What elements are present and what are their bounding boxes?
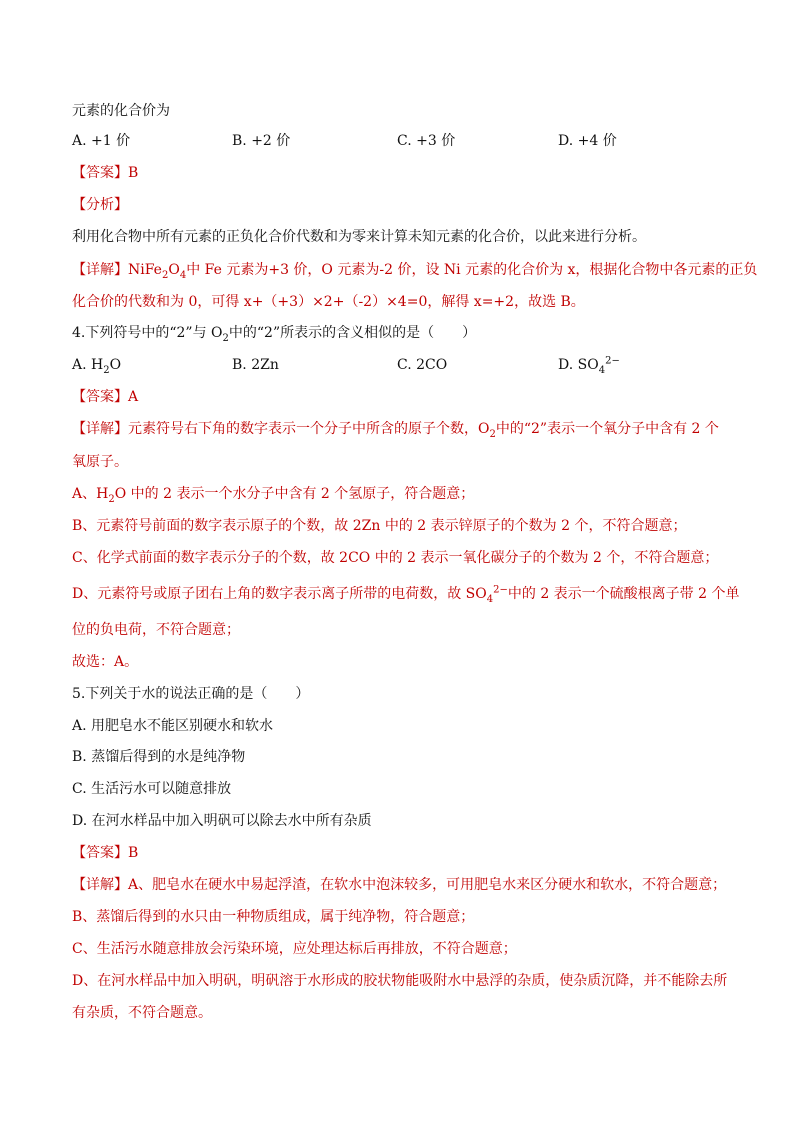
q4-detail-d-line-1: D、元素符号或原子团右上角的数字表示离子所带的电荷数，故 $SO_4^{2-}$中的 2 表示一个硫酸根离子带 2 个单 — [72, 584, 740, 605]
q3-detail-label: 【详解】 — [72, 262, 128, 278]
q3-options — [72, 131, 732, 151]
q3-analysis-label: 【分析】 — [72, 197, 128, 213]
q3-answer — [72, 163, 732, 183]
q4-answer — [72, 387, 732, 407]
q5-detail-c: C、生活污水随意排放会污染环境，应处理达标后再排放，不符合题意； — [72, 941, 517, 957]
q3-analysis-text: 利用化合物中所有元素的正负化合价代数和为零来计算未知元素的化合价，以此来进行分析。 — [72, 229, 646, 245]
q3-option-b: B. +2 价 — [232, 133, 291, 149]
q5-option-d: D. 在河水样品中加入明矾可以除去水中所有杂质 — [72, 813, 372, 829]
q4-answer-label: 【答案】 — [72, 389, 128, 405]
q3-option-d: D. +4 价 — [558, 133, 617, 149]
q3-stem-tail: 元素的化合价为 — [72, 103, 170, 119]
q4-detail-a: A、$H_2O$ 中的 2 表示一个水分子中含有 2 个氢原子，符合题意； — [72, 486, 475, 505]
q4-detail-line-1: 【详解】元素符号右下角的数字表示一个分子中所含的原子个数，$O_2$中的“2”表示一个氧分子中含有 2 个 — [72, 421, 719, 440]
q4-answer-value: A — [128, 389, 139, 405]
q3-option-a: A. +1 价 — [72, 133, 131, 149]
q4-detail-d-line-2: 位的负电荷，不符合题意； — [72, 622, 240, 638]
q4-option-d: D. $SO_4^{2-}$ — [558, 355, 620, 376]
q5-option-a: A. 用肥皂水不能区别硬水和软水 — [72, 718, 274, 734]
q4-option-b: B. 2Zn — [232, 357, 279, 373]
q5-answer-value: B — [128, 845, 139, 861]
q5-detail-a: 【详解】A、肥皂水在硬水中易起浮渣，在软水中泡沫较多，可用肥皂水来区分硬水和软水，不符合题意； — [72, 877, 727, 893]
q4-options — [72, 355, 732, 375]
q5-answer — [72, 843, 732, 863]
q4-detail-label: 【详解】 — [72, 421, 128, 437]
q4-detail-line-2: 氧原子。 — [72, 454, 128, 470]
q4-detail-c: C、化学式前面的数字表示分子的个数，故 2CO 中的 2 表示一氧化碳分子的个数为 2 个，不符合题意； — [72, 550, 719, 566]
q3-detail-line-1: 【详解】$NiFe_2O_4$中 Fe 元素为+3 价，O 元素为-2 价，设 Ni 元素的化合价为 x，根据化合物中各元素的正负 — [72, 262, 758, 281]
q5-detail-d-line-2: 有杂质，不符合题意。 — [72, 1005, 212, 1021]
q4-detail-b: B、元素符号前面的数字表示原子的个数，故 2Zn 中的 2 表示锌原子的个数为 2 个，不符合题意； — [72, 518, 687, 534]
q5-option-b: B. 蒸馏后得到的水是纯净物 — [72, 749, 246, 765]
q4-option-a: A. $H_2O$ — [72, 357, 122, 376]
q4-option-c: C. 2CO — [397, 357, 448, 373]
q3-answer-value: B — [128, 165, 139, 181]
q5-stem: 5.下列关于水的说法正确的是（ ） — [72, 686, 310, 702]
q5-detail-d-line-1: D、在河水样品中加入明矾，明矾溶于水形成的胶状物能吸附水中悬浮的杂质，使杂质沉降，并不能除去所 — [72, 973, 728, 989]
q4-stem: 4.下列符号中的“2”与 $O_2$中的“2”所表示的含义相似的是（ ） — [72, 325, 477, 344]
q3-option-c: C. +3 价 — [397, 133, 456, 149]
q3-detail-line-2: 化合价的代数和为 0，可得 x+（+3）×2+（-2）×4=0，解得 x=+2，故选 B。 — [72, 294, 585, 310]
q5-detail-label: 【详解】 — [72, 877, 128, 893]
q5-detail-b: B、蒸馏后得到的水只由一种物质组成，属于纯净物，符合题意； — [72, 909, 475, 925]
q3-answer-label: 【答案】 — [72, 165, 128, 181]
q4-conclusion: 故选：A。 — [72, 654, 139, 670]
q5-answer-label: 【答案】 — [72, 845, 128, 861]
q5-option-c: C. 生活污水可以随意排放 — [72, 781, 232, 797]
